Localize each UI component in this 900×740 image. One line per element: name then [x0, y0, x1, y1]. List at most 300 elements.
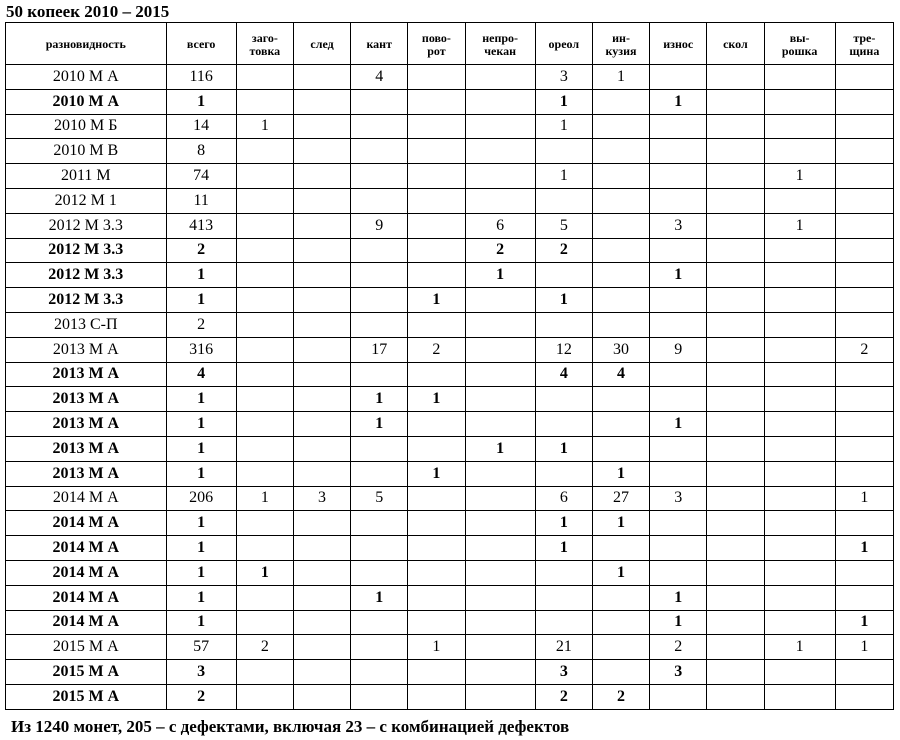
count-cell [351, 461, 408, 486]
page-title: 50 копеек 2010 – 2015 [6, 2, 170, 21]
variety-cell: 2015 М А [6, 684, 167, 709]
count-cell [293, 684, 350, 709]
count-cell [293, 387, 350, 412]
count-cell [707, 139, 764, 164]
count-cell [764, 238, 835, 263]
count-cell: 1 [650, 412, 707, 437]
column-header-label: кант [366, 37, 392, 51]
count-cell [707, 65, 764, 90]
count-cell [707, 660, 764, 685]
count-cell [650, 312, 707, 337]
count-cell [293, 263, 350, 288]
column-header-label: ореол [548, 37, 580, 51]
count-cell [835, 114, 893, 139]
count-cell [293, 461, 350, 486]
count-cell [351, 610, 408, 635]
count-cell [707, 560, 764, 585]
count-cell: 57 [166, 635, 236, 660]
variety-cell: 2014 М А [6, 610, 167, 635]
count-cell: 316 [166, 337, 236, 362]
count-cell [707, 461, 764, 486]
count-cell: 1 [535, 164, 592, 189]
count-cell [764, 536, 835, 561]
count-cell [835, 188, 893, 213]
count-cell [236, 337, 293, 362]
column-header [236, 23, 293, 65]
count-cell [351, 238, 408, 263]
count-cell: 2 [535, 684, 592, 709]
count-cell: 1 [535, 536, 592, 561]
count-cell: 2 [592, 684, 649, 709]
count-cell [465, 560, 535, 585]
count-cell: 27 [592, 486, 649, 511]
table-row [6, 238, 894, 263]
count-cell [351, 511, 408, 536]
count-cell: 1 [236, 114, 293, 139]
count-cell [236, 387, 293, 412]
count-cell [764, 684, 835, 709]
count-cell [650, 164, 707, 189]
count-cell [293, 511, 350, 536]
table-row [6, 89, 894, 114]
column-header [465, 23, 535, 65]
count-cell [236, 312, 293, 337]
variety-cell: 2010 М А [6, 89, 167, 114]
count-cell [236, 65, 293, 90]
count-cell [764, 263, 835, 288]
count-cell [236, 89, 293, 114]
variety-cell: 2012 М 3.3 [6, 288, 167, 313]
variety-cell: 2012 М 3.3 [6, 238, 167, 263]
count-cell [707, 511, 764, 536]
count-cell [592, 635, 649, 660]
table-row [6, 635, 894, 660]
count-cell: 1 [166, 288, 236, 313]
count-cell [764, 610, 835, 635]
count-cell [650, 461, 707, 486]
count-cell [236, 213, 293, 238]
count-cell: 1 [166, 263, 236, 288]
table-row [6, 585, 894, 610]
count-cell [764, 362, 835, 387]
count-cell [408, 263, 465, 288]
variety-cell: 2010 М В [6, 139, 167, 164]
count-cell [707, 164, 764, 189]
count-cell [293, 164, 350, 189]
column-header-label: износ [663, 37, 694, 51]
variety-cell: 2013 М А [6, 387, 167, 412]
column-header [764, 23, 835, 65]
column-header-label: всего [186, 37, 216, 51]
count-cell [707, 188, 764, 213]
count-cell: 116 [166, 65, 236, 90]
count-cell [835, 511, 893, 536]
count-cell: 9 [351, 213, 408, 238]
count-cell: 1 [535, 288, 592, 313]
count-cell [236, 188, 293, 213]
count-cell [351, 89, 408, 114]
count-cell [835, 139, 893, 164]
count-cell [650, 387, 707, 412]
count-cell [592, 436, 649, 461]
count-cell [764, 387, 835, 412]
count-cell: 14 [166, 114, 236, 139]
count-cell: 30 [592, 337, 649, 362]
count-cell: 3 [535, 660, 592, 685]
count-cell: 1 [764, 213, 835, 238]
count-cell [293, 114, 350, 139]
count-cell [535, 263, 592, 288]
column-header-label: вы- [789, 30, 810, 45]
count-cell [764, 412, 835, 437]
table-row [6, 139, 894, 164]
count-cell: 1 [351, 387, 408, 412]
count-cell [650, 139, 707, 164]
count-cell: 17 [351, 337, 408, 362]
count-cell [592, 238, 649, 263]
count-cell [293, 660, 350, 685]
count-cell: 413 [166, 213, 236, 238]
count-cell [535, 412, 592, 437]
count-cell [707, 684, 764, 709]
count-cell: 3 [166, 660, 236, 685]
count-cell [351, 312, 408, 337]
count-cell: 5 [351, 486, 408, 511]
column-header-label: след [310, 37, 334, 51]
table-row [6, 511, 894, 536]
count-cell [408, 65, 465, 90]
count-cell [707, 362, 764, 387]
column-header [707, 23, 764, 65]
count-cell [465, 188, 535, 213]
count-cell: 1 [535, 89, 592, 114]
count-cell: 1 [351, 412, 408, 437]
variety-cell: 2013 М А [6, 461, 167, 486]
table-row [6, 560, 894, 585]
count-cell [236, 660, 293, 685]
count-cell [707, 610, 764, 635]
count-cell [465, 164, 535, 189]
count-cell [465, 684, 535, 709]
count-cell [236, 684, 293, 709]
column-header [535, 23, 592, 65]
count-cell [707, 635, 764, 660]
table-row [6, 387, 894, 412]
count-cell [293, 362, 350, 387]
count-cell [764, 114, 835, 139]
count-cell [707, 337, 764, 362]
variety-cell: 2014 М А [6, 585, 167, 610]
count-cell [351, 114, 408, 139]
count-cell [835, 89, 893, 114]
variety-cell: 2014 М А [6, 560, 167, 585]
count-cell: 1 [408, 635, 465, 660]
count-cell [592, 188, 649, 213]
count-cell [293, 312, 350, 337]
table-row [6, 684, 894, 709]
count-cell [408, 188, 465, 213]
column-header [351, 23, 408, 65]
count-cell [293, 635, 350, 660]
count-cell: 3 [650, 486, 707, 511]
column-header-label: рошка [781, 43, 818, 58]
count-cell [650, 238, 707, 263]
count-cell [408, 560, 465, 585]
variety-cell: 2013 М А [6, 412, 167, 437]
count-cell [465, 89, 535, 114]
count-cell: 2 [236, 635, 293, 660]
count-cell [650, 288, 707, 313]
count-cell [408, 684, 465, 709]
count-cell [351, 536, 408, 561]
count-cell: 1 [351, 585, 408, 610]
count-cell: 3 [293, 486, 350, 511]
count-cell [293, 610, 350, 635]
count-cell: 1 [408, 461, 465, 486]
count-cell [465, 585, 535, 610]
count-cell [650, 65, 707, 90]
count-cell [764, 585, 835, 610]
count-cell [408, 486, 465, 511]
count-cell: 4 [535, 362, 592, 387]
count-cell [764, 436, 835, 461]
count-cell [835, 362, 893, 387]
count-cell [592, 263, 649, 288]
count-cell [236, 288, 293, 313]
count-cell: 2 [408, 337, 465, 362]
count-cell: 1 [166, 89, 236, 114]
table-row [6, 213, 894, 238]
count-cell [764, 511, 835, 536]
count-cell [465, 412, 535, 437]
count-cell [835, 65, 893, 90]
count-cell [293, 139, 350, 164]
count-cell [236, 238, 293, 263]
count-cell: 2 [650, 635, 707, 660]
count-cell [707, 312, 764, 337]
count-cell: 21 [535, 635, 592, 660]
count-cell: 1 [835, 536, 893, 561]
count-cell: 1 [166, 560, 236, 585]
variety-cell: 2010 М А [6, 65, 167, 90]
count-cell [465, 610, 535, 635]
count-cell [707, 585, 764, 610]
table-row [6, 114, 894, 139]
count-cell: 2 [166, 684, 236, 709]
count-cell: 1 [408, 387, 465, 412]
count-cell: 2 [166, 238, 236, 263]
count-cell: 1 [650, 89, 707, 114]
count-cell [707, 114, 764, 139]
count-cell [465, 486, 535, 511]
count-cell: 1 [408, 288, 465, 313]
count-cell [835, 387, 893, 412]
count-cell [707, 89, 764, 114]
count-cell: 1 [465, 263, 535, 288]
variety-cell: 2010 М Б [6, 114, 167, 139]
count-cell [835, 412, 893, 437]
count-cell [465, 461, 535, 486]
count-cell: 1 [236, 486, 293, 511]
count-cell [351, 263, 408, 288]
count-cell [535, 461, 592, 486]
count-cell: 4 [592, 362, 649, 387]
count-cell [236, 362, 293, 387]
count-cell: 1 [650, 610, 707, 635]
count-cell [408, 436, 465, 461]
column-header-label: непро- [482, 30, 519, 45]
count-cell [408, 238, 465, 263]
count-cell: 2 [535, 238, 592, 263]
count-cell [592, 89, 649, 114]
count-cell [465, 65, 535, 90]
column-header-label: щина [849, 43, 880, 58]
count-cell: 11 [166, 188, 236, 213]
count-cell: 1 [166, 585, 236, 610]
count-cell: 1 [592, 560, 649, 585]
count-cell [835, 213, 893, 238]
count-cell [408, 660, 465, 685]
count-cell [764, 337, 835, 362]
column-header [293, 23, 350, 65]
count-cell [236, 139, 293, 164]
count-cell [764, 660, 835, 685]
table-body [6, 65, 894, 710]
count-cell [764, 65, 835, 90]
count-cell: 4 [166, 362, 236, 387]
table-row [6, 436, 894, 461]
count-cell: 1 [592, 461, 649, 486]
count-cell [465, 312, 535, 337]
column-header [650, 23, 707, 65]
count-cell [236, 585, 293, 610]
count-cell [351, 560, 408, 585]
count-cell [650, 362, 707, 387]
variety-cell: 2014 М А [6, 486, 167, 511]
count-cell [535, 387, 592, 412]
count-cell: 2 [835, 337, 893, 362]
column-header-label: тре- [853, 30, 876, 45]
table-row [6, 412, 894, 437]
count-cell [592, 139, 649, 164]
variety-cell: 2014 М А [6, 536, 167, 561]
count-cell [465, 387, 535, 412]
count-cell [592, 660, 649, 685]
count-cell [293, 412, 350, 437]
variety-cell: 2012 М 3.3 [6, 213, 167, 238]
count-cell [351, 362, 408, 387]
count-cell [650, 536, 707, 561]
count-cell [293, 238, 350, 263]
count-cell: 1 [764, 164, 835, 189]
count-cell [764, 139, 835, 164]
count-cell [764, 312, 835, 337]
count-cell [351, 635, 408, 660]
variety-cell: 2013 М А [6, 436, 167, 461]
count-cell: 2 [465, 238, 535, 263]
count-cell [465, 511, 535, 536]
count-cell: 1 [166, 436, 236, 461]
table-row [6, 461, 894, 486]
count-cell [236, 412, 293, 437]
count-cell: 1 [166, 412, 236, 437]
count-cell [535, 188, 592, 213]
variety-cell: 2013 С-П [6, 312, 167, 337]
column-header [835, 23, 893, 65]
count-cell [835, 684, 893, 709]
count-cell [293, 560, 350, 585]
count-cell [707, 263, 764, 288]
count-cell [465, 114, 535, 139]
variety-cell: 2012 М 3.3 [6, 263, 167, 288]
column-header [592, 23, 649, 65]
count-cell [650, 684, 707, 709]
variety-cell: 2012 М 1 [6, 188, 167, 213]
variety-cell: 2015 М А [6, 660, 167, 685]
count-cell [236, 610, 293, 635]
column-header-label: заго- [251, 30, 278, 45]
count-cell [408, 610, 465, 635]
count-cell [707, 436, 764, 461]
count-cell [236, 436, 293, 461]
count-cell [408, 213, 465, 238]
variety-cell: 2011 М [6, 164, 167, 189]
count-cell [293, 337, 350, 362]
count-cell [835, 263, 893, 288]
count-cell [835, 585, 893, 610]
count-cell [465, 635, 535, 660]
table-row [6, 536, 894, 561]
summary-text: Из 1240 монет, 205 – с дефектами, включая 23 – с комбинацией дефектов [11, 717, 570, 736]
count-cell: 1 [650, 263, 707, 288]
column-header-label: разновидность [45, 37, 126, 51]
count-cell [236, 536, 293, 561]
count-cell [592, 213, 649, 238]
count-cell: 1 [166, 511, 236, 536]
count-cell [465, 288, 535, 313]
count-cell [351, 164, 408, 189]
count-cell [650, 511, 707, 536]
count-cell [408, 139, 465, 164]
table-row [6, 660, 894, 685]
column-header-label: кузия [605, 43, 637, 58]
count-cell: 1 [592, 65, 649, 90]
count-cell [351, 288, 408, 313]
count-cell [351, 139, 408, 164]
count-cell [535, 610, 592, 635]
count-cell [408, 585, 465, 610]
count-cell [592, 585, 649, 610]
count-cell: 3 [650, 213, 707, 238]
table-row [6, 312, 894, 337]
count-cell: 3 [535, 65, 592, 90]
count-cell [764, 560, 835, 585]
count-cell [293, 188, 350, 213]
table-header-row [6, 23, 894, 65]
count-cell: 1 [835, 635, 893, 660]
count-cell [650, 188, 707, 213]
count-cell [408, 412, 465, 437]
column-header-label: товка [249, 43, 281, 58]
count-cell: 12 [535, 337, 592, 362]
count-cell [535, 139, 592, 164]
count-cell: 1 [166, 536, 236, 561]
count-cell [707, 288, 764, 313]
count-cell [408, 312, 465, 337]
count-cell [351, 684, 408, 709]
table-row [6, 164, 894, 189]
count-cell [293, 436, 350, 461]
